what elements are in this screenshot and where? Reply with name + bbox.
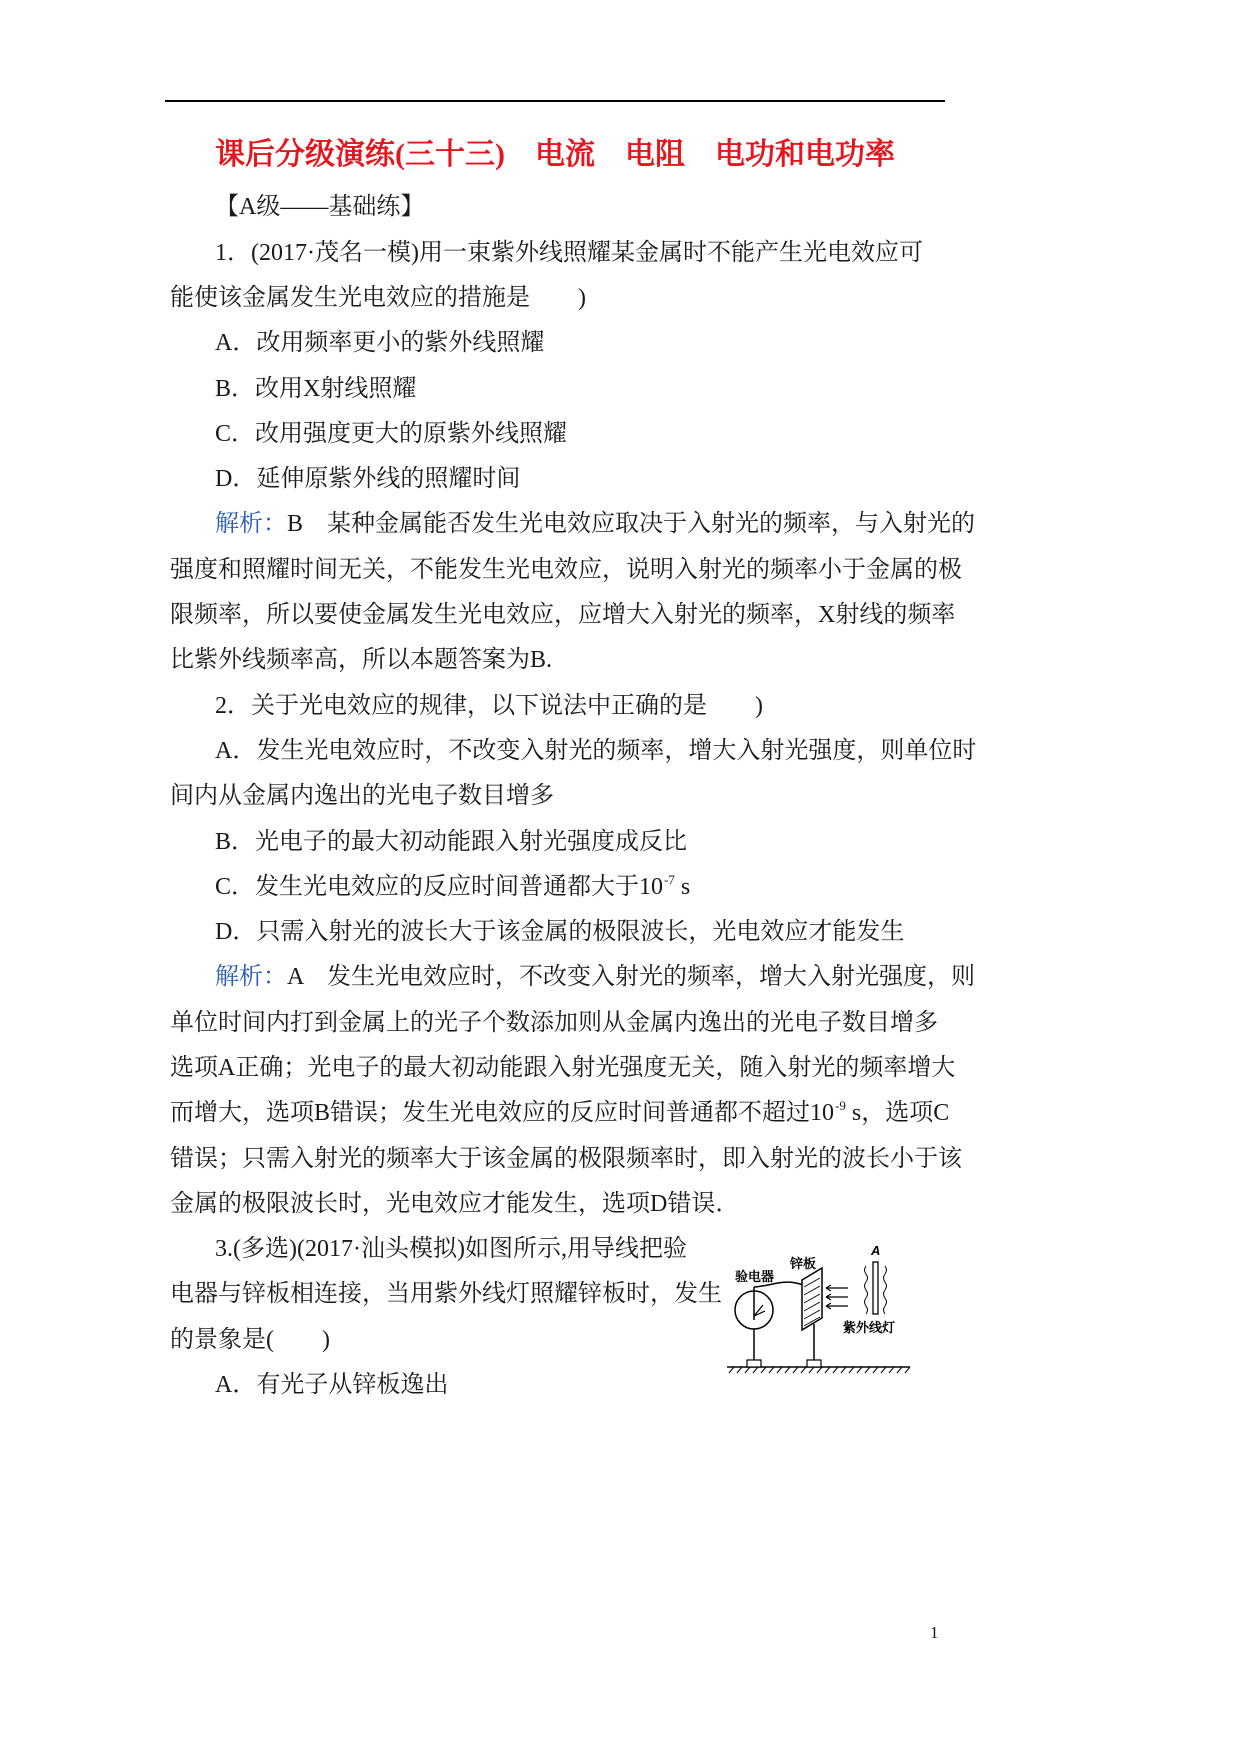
q2-option-b: B．光电子的最大初动能跟入射光强度成反比 bbox=[215, 828, 688, 855]
q2-analysis-line-5: 错误；只需入射光的频率大于该金属的极限频率时，即入射光的波长小于该 bbox=[170, 1145, 962, 1172]
page-number: 1 bbox=[930, 1623, 939, 1642]
electroscope-base bbox=[747, 1360, 761, 1367]
section-label: 【A级——基础练】 bbox=[215, 194, 425, 221]
exercise-body bbox=[170, 185, 977, 1408]
q2-analysis-line-4 bbox=[170, 1091, 970, 1136]
photoelectric-apparatus-figure bbox=[722, 1240, 917, 1380]
header-rule bbox=[165, 100, 945, 102]
q3-stem-line-1: 3.(多选)(2017·汕头模拟)如图所示,用导线把验 bbox=[215, 1236, 687, 1263]
q1-stem-line-1: 1．(2017·茂名一模)用一束紫外线照耀某金属时不能产生光电效应可 bbox=[215, 239, 923, 266]
uv-lamp-tube bbox=[873, 1262, 878, 1314]
q1-analysis-text: B 某种金属能否发生光电效应取决于入射光的频率，与入射光的 bbox=[287, 511, 976, 538]
q2-analysis-line-1 bbox=[170, 955, 976, 1000]
q2-analysis-line-4-exponent: -9 bbox=[835, 1098, 846, 1114]
uv-lamp-glow-left bbox=[865, 1266, 868, 1314]
label-zinc-plate: 锌板 bbox=[790, 1256, 817, 1271]
q2-analysis-line-6: 金属的极限波长时，光电效应才能发生，选项D错误． bbox=[170, 1190, 740, 1217]
q2-stem: 2．关于光电效应的规律，以下说法中正确的是 ) bbox=[215, 692, 763, 719]
q2-option-c bbox=[170, 865, 970, 910]
q1-option-d: D．延伸原紫外线的照耀时间 bbox=[215, 466, 521, 493]
q2-option-c-exponent: -7 bbox=[664, 871, 675, 887]
q2-analysis-line-3: 选项A正确；光电子的最大初动能跟入射光强度无关，随入射光的频率增大 bbox=[170, 1054, 956, 1081]
q1-option-b: B．改用X射线照耀 bbox=[215, 375, 417, 402]
q2-analysis-line-2: 单位时间内打到金属上的光子个数添加则从金属内逸出的光电子数目增多 bbox=[170, 1009, 938, 1036]
label-point-a: A bbox=[871, 1243, 881, 1258]
q2-analysis-text: A 发生光电效应时，不改变入射光的频率，增大入射光强度，则 bbox=[287, 964, 976, 991]
uv-light-rays bbox=[826, 1285, 848, 1309]
q2-analysis-line-4-after: s，选项C bbox=[845, 1100, 950, 1127]
ground-hatching bbox=[729, 1367, 910, 1373]
q1-analysis-line-3: 限频率，所以要使金属发生光电效应，应增大入射光的频率，X射线的频率 bbox=[170, 602, 956, 629]
page-title: 课后分级演练(三十三) 电流 电阻 电功和电功率 bbox=[215, 138, 895, 171]
analysis-label: 解析： bbox=[215, 511, 287, 538]
q1-analysis-line-1 bbox=[170, 502, 976, 547]
q2-option-c-text: C．发生光电效应的反应时间普通都大于10 bbox=[215, 873, 664, 900]
label-uv-lamp: 紫外线灯 bbox=[843, 1320, 896, 1335]
uv-lamp-glow-right bbox=[884, 1266, 887, 1314]
q1-stem-line-2: 能使该金属发生光电效应的措施是 ) bbox=[170, 284, 586, 311]
q3-stem-line-3: 的景象是( ) bbox=[170, 1326, 330, 1353]
q1-option-c: C．改用强度更大的原紫外线照耀 bbox=[215, 420, 568, 447]
q3-option-a: A．有光子从锌板逸出 bbox=[215, 1372, 449, 1399]
q1-analysis-line-4: 比紫外线频率高，所以本题答案为B. bbox=[170, 647, 553, 674]
q1-option-a: A．改用频率更小的紫外线照耀 bbox=[215, 330, 545, 357]
q2-analysis-line-4-text: 而增大，选项B错误；发生光电效应的反应时间普通都不超过10 bbox=[170, 1100, 835, 1127]
q3-stem-line-2: 电器与锌板相连接，当用紫外线灯照耀锌板时，发生 bbox=[170, 1281, 722, 1308]
label-electroscope: 验电器 bbox=[735, 1269, 775, 1284]
zinc-plate-base bbox=[807, 1360, 821, 1367]
q2-option-a-line-1: A．发生光电效应时，不改变入射光的频率，增大入射光强度，则单位时 bbox=[215, 737, 977, 764]
q2-option-c-unit: s bbox=[674, 873, 691, 900]
analysis-label: 解析： bbox=[215, 964, 287, 991]
q2-option-a-line-2: 间内从金属内逸出的光电子数目增多 bbox=[170, 783, 554, 810]
q2-option-d: D．只需入射光的波长大于该金属的极限波长，光电效应才能发生 bbox=[215, 919, 905, 946]
q1-analysis-line-2: 强度和照耀时间无关，不能发生光电效应，说明入射光的频率小于金属的极 bbox=[170, 556, 962, 583]
